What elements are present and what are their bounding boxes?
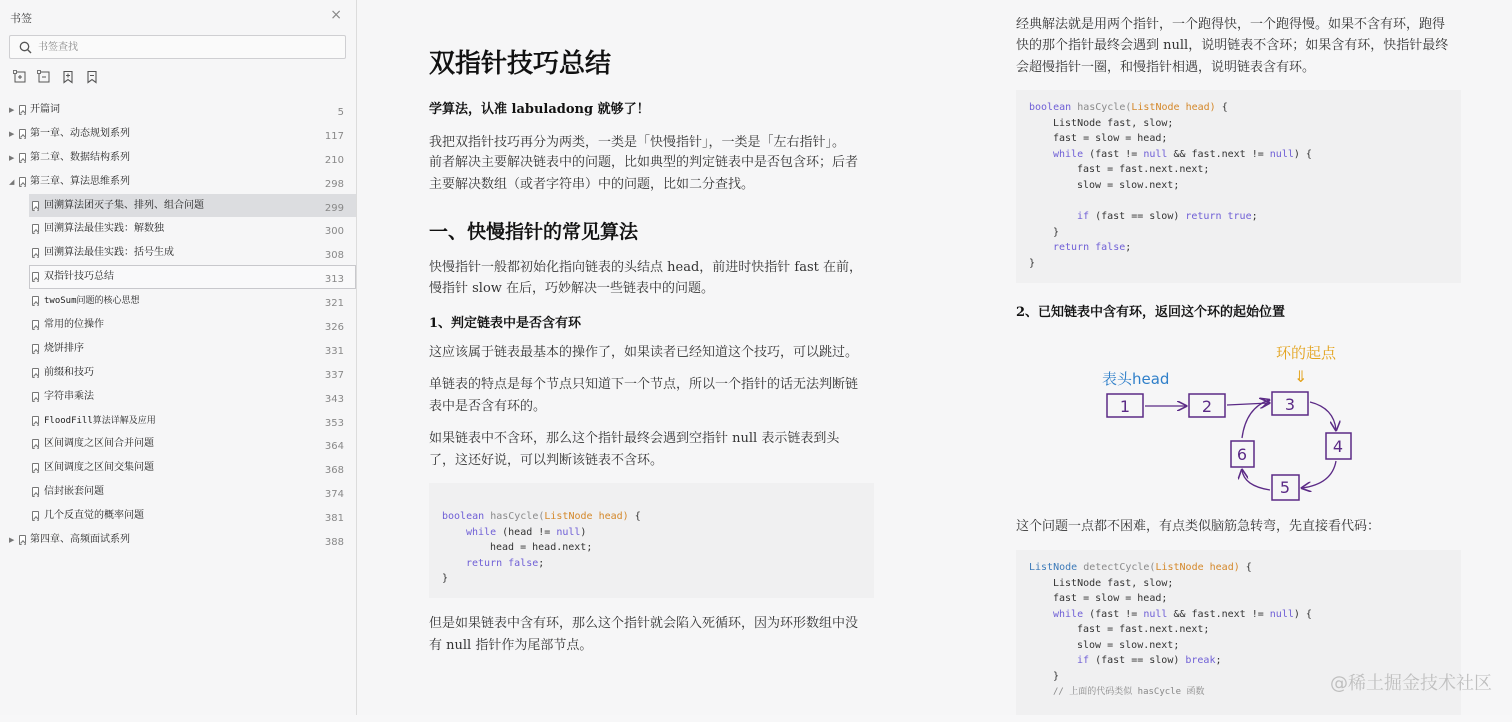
- expand-arrow-icon[interactable]: ▶: [9, 106, 15, 114]
- code-line: slow = slow.next;: [1077, 180, 1180, 191]
- bookmark-item-chapter1[interactable]: [0, 122, 356, 146]
- sub1-p3-2: 了，这还好说，可以判断该链表不含环。: [429, 453, 664, 468]
- bookmark-page: 321: [324, 298, 344, 310]
- bookmark-icon: [19, 153, 26, 163]
- bookmark-icon: [32, 272, 39, 282]
- rp-text-3: 会超慢指针一圈，和慢指针相遇，说明链表含有环。: [1016, 60, 1316, 75]
- bookmark-item-chapter4[interactable]: [0, 528, 356, 552]
- code-block-hascycle-simple: [429, 483, 874, 598]
- code-line: head = head.next;: [490, 542, 593, 553]
- code-line: fast = fast.next.next;: [1077, 624, 1210, 635]
- bookmark-item-envelopes[interactable]: [0, 480, 356, 504]
- intro-line-1: 我把双指针技巧再分为两类，一类是「快慢指针」，一类是「左右指针」。: [429, 135, 846, 150]
- bookmark-label: 回溯算法最佳实践：解数独: [44, 223, 164, 235]
- bookmark-label: 第二章、数据结构系列: [30, 151, 130, 163]
- node-label: 6: [1236, 445, 1248, 464]
- rp-text-2: 快的那个指针最终会遇到 null，说明链表不含环；如果含有环，快指针最终: [1016, 38, 1449, 53]
- bookmark-icon: [32, 368, 39, 378]
- bookmark-label: 第一章、动态规划系列: [30, 127, 130, 139]
- bookmark-label: 信封嵌套问题: [44, 486, 104, 498]
- bookmark-item-prefix-sum[interactable]: [0, 361, 356, 385]
- collapse-arrow-icon[interactable]: ◢: [9, 177, 15, 186]
- bookmark-page: 368: [324, 465, 344, 477]
- bookmark-tree: [0, 98, 356, 552]
- code-line: return false;: [1053, 242, 1132, 253]
- code-line: ListNode detectCycle(ListNode head) {: [1029, 562, 1252, 573]
- bookmark-item-two-pointers[interactable]: [29, 265, 356, 289]
- bookmark-sidebar: [0, 0, 357, 715]
- bookmark-icon: [32, 439, 39, 449]
- bookmark-page: 308: [324, 250, 344, 262]
- edge-arrow: [1310, 402, 1336, 430]
- rp-text-1: 经典解法就是用两个指针，一个跑得快，一个跑得慢。如果不含有环，跑得: [1016, 17, 1446, 32]
- bookmark-label: 双指针技巧总结: [44, 271, 114, 283]
- bookmark-label: 第四章、高频面试系列: [30, 534, 130, 546]
- collapse-all-icon[interactable]: [37, 70, 51, 84]
- linked-list-cycle-diagram: [1096, 336, 1376, 508]
- bookmark-label: 回溯算法团灭子集、排列、组合问题: [44, 199, 204, 211]
- section-heading-1: 一、快慢指针的常见算法: [429, 221, 639, 243]
- watermark: @稀土掘金技术社区: [1330, 673, 1492, 694]
- bookmark-page: 5: [337, 107, 344, 118]
- bookmark-label: 第三章、算法思维系列: [30, 175, 130, 187]
- bookmark-page: 364: [324, 441, 344, 453]
- code-block-hascycle: [1016, 90, 1461, 283]
- code-line: ListNode fast, slow;: [1053, 578, 1174, 589]
- s1-text-2: 慢指针 slow 在后，巧妙解决一些链表中的问题。: [429, 281, 715, 296]
- bookmark-item-interval-merge[interactable]: [0, 432, 356, 456]
- code-line: slow = slow.next;: [1077, 640, 1180, 651]
- bookmark-page: 353: [324, 417, 344, 429]
- intro-bold: 学算法，认准 labuladong 就够了！: [429, 102, 650, 117]
- code-comment: // 上面的代码类似 hasCycle 函数: [1053, 687, 1205, 697]
- expand-arrow-icon[interactable]: ▶: [9, 129, 15, 138]
- bookmark-page: 210: [324, 154, 344, 166]
- code-line: fast = fast.next.next;: [1077, 164, 1210, 175]
- bookmark-icon: [19, 129, 26, 139]
- down-arrow-icon: ⇓: [1294, 367, 1308, 386]
- code-line: }: [1029, 258, 1036, 269]
- close-icon[interactable]: ×: [330, 7, 342, 23]
- remove-bookmark-icon[interactable]: [85, 70, 99, 84]
- bookmark-page: 298: [324, 178, 344, 190]
- intro-line-3: 主要解决数组（或者字符串）中的问题，比如二分查找。: [429, 177, 755, 192]
- bookmark-item-sudoku[interactable]: [0, 217, 356, 241]
- after-diagram-text: 这个问题一点都不困难，有点类似脑筋急转弯，先直接看代码：: [1016, 519, 1381, 534]
- edge-arrow: [1242, 470, 1270, 490]
- bookmark-page: 381: [324, 513, 344, 525]
- bookmark-item-backtrack-subsets[interactable]: [29, 194, 356, 218]
- bookmark-page: 117: [324, 130, 344, 142]
- sidebar-header: [10, 7, 346, 23]
- after-code-2: 有 null 指针作为尾部节点。: [429, 638, 593, 653]
- edge-arrow: [1242, 400, 1269, 438]
- bookmark-icon: [32, 463, 39, 473]
- bookmark-item-pancake-sort[interactable]: [0, 337, 356, 361]
- bookmark-label: 字符串乘法: [44, 390, 94, 402]
- sidebar-title: 书签: [10, 12, 32, 25]
- add-bookmark-icon[interactable]: [61, 70, 75, 84]
- bookmark-label: 几个反直觉的概率问题: [44, 510, 144, 522]
- bookmark-item-chapter2[interactable]: [0, 146, 356, 170]
- bookmark-page: 343: [324, 393, 344, 405]
- bookmark-icon: [32, 392, 39, 402]
- bookmark-icon: [19, 535, 26, 545]
- sub1-p2-2: 表中是否含有环的。: [429, 399, 547, 414]
- bookmark-item-probability[interactable]: [0, 504, 356, 528]
- bookmark-item-parentheses[interactable]: [0, 241, 356, 265]
- code-line: fast = slow = head;: [1053, 133, 1168, 144]
- node-label: 3: [1284, 395, 1296, 414]
- bookmark-icon: [32, 344, 39, 354]
- head-label: 表头head: [1102, 370, 1170, 388]
- bookmark-page: 300: [324, 226, 344, 238]
- code-line: while (fast != null && fast.next != null) {: [1053, 609, 1312, 620]
- sub1-p3-1: 如果链表中不含环，那么这个指针最终会遇到空指针 null 表示链表到头: [429, 431, 840, 446]
- node-label: 1: [1119, 397, 1131, 416]
- bookmark-page: 374: [324, 489, 344, 501]
- sub1-p1: 这应该属于链表最基本的操作了，如果读者已经知道这个技巧，可以跳过。: [429, 345, 859, 360]
- bookmark-label: 区间调度之区间合并问题: [44, 438, 154, 450]
- edge-arrow: [1302, 461, 1336, 488]
- cycle-diagram-svg: [1096, 336, 1376, 508]
- bookmark-label: 区间调度之区间交集问题: [44, 462, 154, 474]
- bookmark-icon: [32, 416, 39, 426]
- page-title: 双指针技巧总结: [429, 49, 612, 79]
- code-line: while (head != null): [466, 527, 587, 538]
- bookmark-icon: [19, 105, 26, 115]
- node-label: 4: [1332, 437, 1344, 456]
- bookmark-icon: [32, 511, 39, 521]
- sub1-p2-1: 单链表的特点是每个节点只知道下一个节点，所以一个指针的话无法判断链: [429, 377, 859, 392]
- bookmark-label: 烧饼排序: [44, 342, 84, 354]
- bookmark-page: 388: [324, 537, 344, 549]
- code-line: while (fast != null && fast.next != null) {: [1053, 149, 1312, 160]
- bookmark-item-chapter3[interactable]: [0, 170, 356, 194]
- expand-arrow-icon[interactable]: ▶: [9, 153, 15, 162]
- bookmark-page: 313: [324, 274, 344, 286]
- subheading-1: 1、判定链表中是否含有环: [429, 316, 582, 331]
- code-line: fast = slow = head;: [1053, 593, 1168, 604]
- code-line: boolean hasCycle(ListNode head) {: [442, 511, 641, 522]
- bookmark-icon: [32, 248, 39, 258]
- document-viewer: [357, 0, 1512, 715]
- search-icon: [19, 41, 32, 54]
- cycle-start-label: 环的起点: [1276, 344, 1337, 362]
- bookmark-page: 331: [324, 345, 344, 357]
- node-label: 5: [1279, 478, 1291, 497]
- intro-line-2: 前者解决主要解决链表中的问题，比如典型的判定链表中是否包含环；后者: [429, 155, 859, 170]
- bookmark-item-floodfill[interactable]: [0, 409, 356, 433]
- bookmark-item-preface[interactable]: [0, 98, 356, 122]
- bookmark-search-box[interactable]: [9, 35, 346, 59]
- bookmark-label: FloodFill算法详解及应用: [44, 415, 156, 426]
- node-label: 2: [1201, 397, 1213, 416]
- subheading-2: 2、已知链表中含有环，返回这个环的起始位置: [1016, 305, 1286, 320]
- code-line: }: [442, 573, 449, 584]
- bookmark-label: twoSum问题的核心思想: [44, 296, 140, 307]
- bookmark-page: 337: [324, 369, 344, 381]
- bookmark-icon: [32, 296, 39, 306]
- bookmark-icon: [19, 177, 26, 187]
- bookmark-label: 前缀和技巧: [44, 366, 94, 378]
- expand-arrow-icon[interactable]: ▶: [9, 536, 15, 545]
- bookmark-label: 开篇词: [30, 104, 60, 115]
- bookmark-item-string-multiply[interactable]: [0, 385, 356, 409]
- code-line: ListNode fast, slow;: [1053, 118, 1174, 129]
- bookmark-icon: [32, 487, 39, 497]
- code-line: }: [1053, 671, 1060, 682]
- code-line: if (fast == slow) return true;: [1077, 211, 1258, 222]
- bookmark-label: 回溯算法最佳实践：括号生成: [44, 247, 174, 259]
- code-line: boolean hasCycle(ListNode head) {: [1029, 102, 1228, 113]
- bookmark-icon: [32, 201, 39, 211]
- bookmark-item-bit-ops[interactable]: [0, 313, 356, 337]
- bookmark-page: 326: [324, 322, 344, 334]
- expand-all-icon[interactable]: [13, 70, 27, 84]
- bookmark-search-input[interactable]: [38, 39, 338, 56]
- bookmark-icon: [32, 320, 39, 330]
- bookmark-item-interval-intersection[interactable]: [0, 456, 356, 480]
- bookmark-item-twosum[interactable]: [0, 289, 356, 313]
- bookmark-toolbar: [13, 70, 99, 86]
- s1-text-1: 快慢指针一般都初始化指向链表的头结点 head，前进时快指针 fast 在前，: [429, 260, 862, 275]
- after-code-1: 但是如果链表中含有环，那么这个指针就会陷入死循环，因为环形数组中没: [429, 616, 859, 631]
- code-line: return false;: [466, 558, 545, 569]
- bookmark-page: 299: [324, 202, 344, 214]
- bookmark-icon: [32, 224, 39, 234]
- code-line: if (fast == slow) break;: [1077, 655, 1222, 666]
- code-line: }: [1053, 227, 1060, 238]
- bookmark-label: 常用的位操作: [44, 319, 104, 331]
